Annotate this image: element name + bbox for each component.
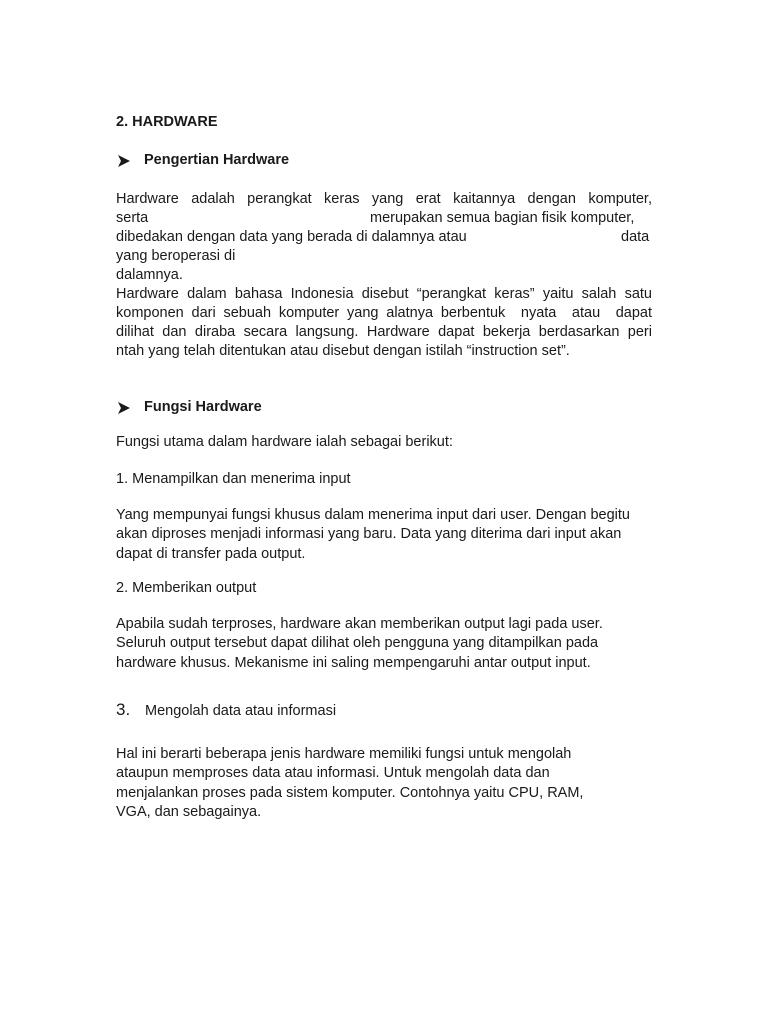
list-item-text: Hal ini berarti beberapa jenis hardware memiliki fungsi untuk mengolah ataupun memproses data atau informasi. Untuk mengolah data dan menjalankan proses pada sistem komputer. Contohnya yaitu CPU, RAM, VGA, dan sebagainya. — [116, 746, 584, 820]
paragraph-line: Hardware dalam bahasa Indonesia disebut “perangkat keras” yaitu salah satu — [116, 286, 652, 302]
paragraph-line: Hardware adalah perangkat keras yang erat kaitannya dengan komputer, — [116, 191, 652, 207]
list-item-text: Apabila sudah terproses, hardware akan memberikan output lagi pada user. Seluruh output tersebut dapat dilihat oleh pengguna yang ditampilkan pada hardware khusus. Mekanisme ini saling mempengaruhi antar output input. — [116, 616, 603, 671]
list-item-number: 3. — [116, 700, 131, 719]
list-item-title: 2. Memberikan output — [116, 580, 257, 596]
paragraph-line: komponen dari sebuah komputer yang alatnya berbentuk nyata atau dapat — [116, 305, 652, 321]
paragraph-intro: Fungsi utama dalam hardware ialah sebagai berikut: — [116, 434, 453, 450]
paragraph-fragment: dalamnya. — [116, 267, 183, 283]
arrow-bullet-icon — [117, 402, 131, 414]
section-heading: 2. HARDWARE — [116, 114, 218, 130]
paragraph-line: dilihat dan diraba secara langsung. Hardware dapat bekerja berdasarkan peri — [116, 324, 652, 340]
list-item-title: Mengolah data atau informasi — [145, 703, 337, 719]
list-item-title: 1. Menampilkan dan menerima input — [116, 471, 351, 487]
paragraph-fragment: data — [621, 229, 650, 245]
subheading-pengertian: Pengertian Hardware — [144, 152, 290, 168]
paragraph-fragment: yang beroperasi di — [116, 248, 236, 264]
paragraph-fragment: dibedakan dengan data yang berada di dalamnya atau — [116, 229, 467, 245]
paragraph-fragment: serta — [116, 210, 149, 226]
subheading-fungsi: Fungsi Hardware — [144, 399, 262, 415]
list-item-text: Yang mempunyai fungsi khusus dalam menerima input dari user. Dengan begitu akan diproses menjadi informasi yang baru. Data yang diterima dari input akan dapat di transfer pada output. — [116, 507, 630, 562]
paragraph-fragment: merupakan semua bagian fisik komputer, — [370, 210, 635, 226]
paragraph-line: ntah yang telah ditentukan atau disebut dengan istilah “instruction set”. — [116, 343, 570, 359]
arrow-bullet-icon — [117, 155, 131, 167]
